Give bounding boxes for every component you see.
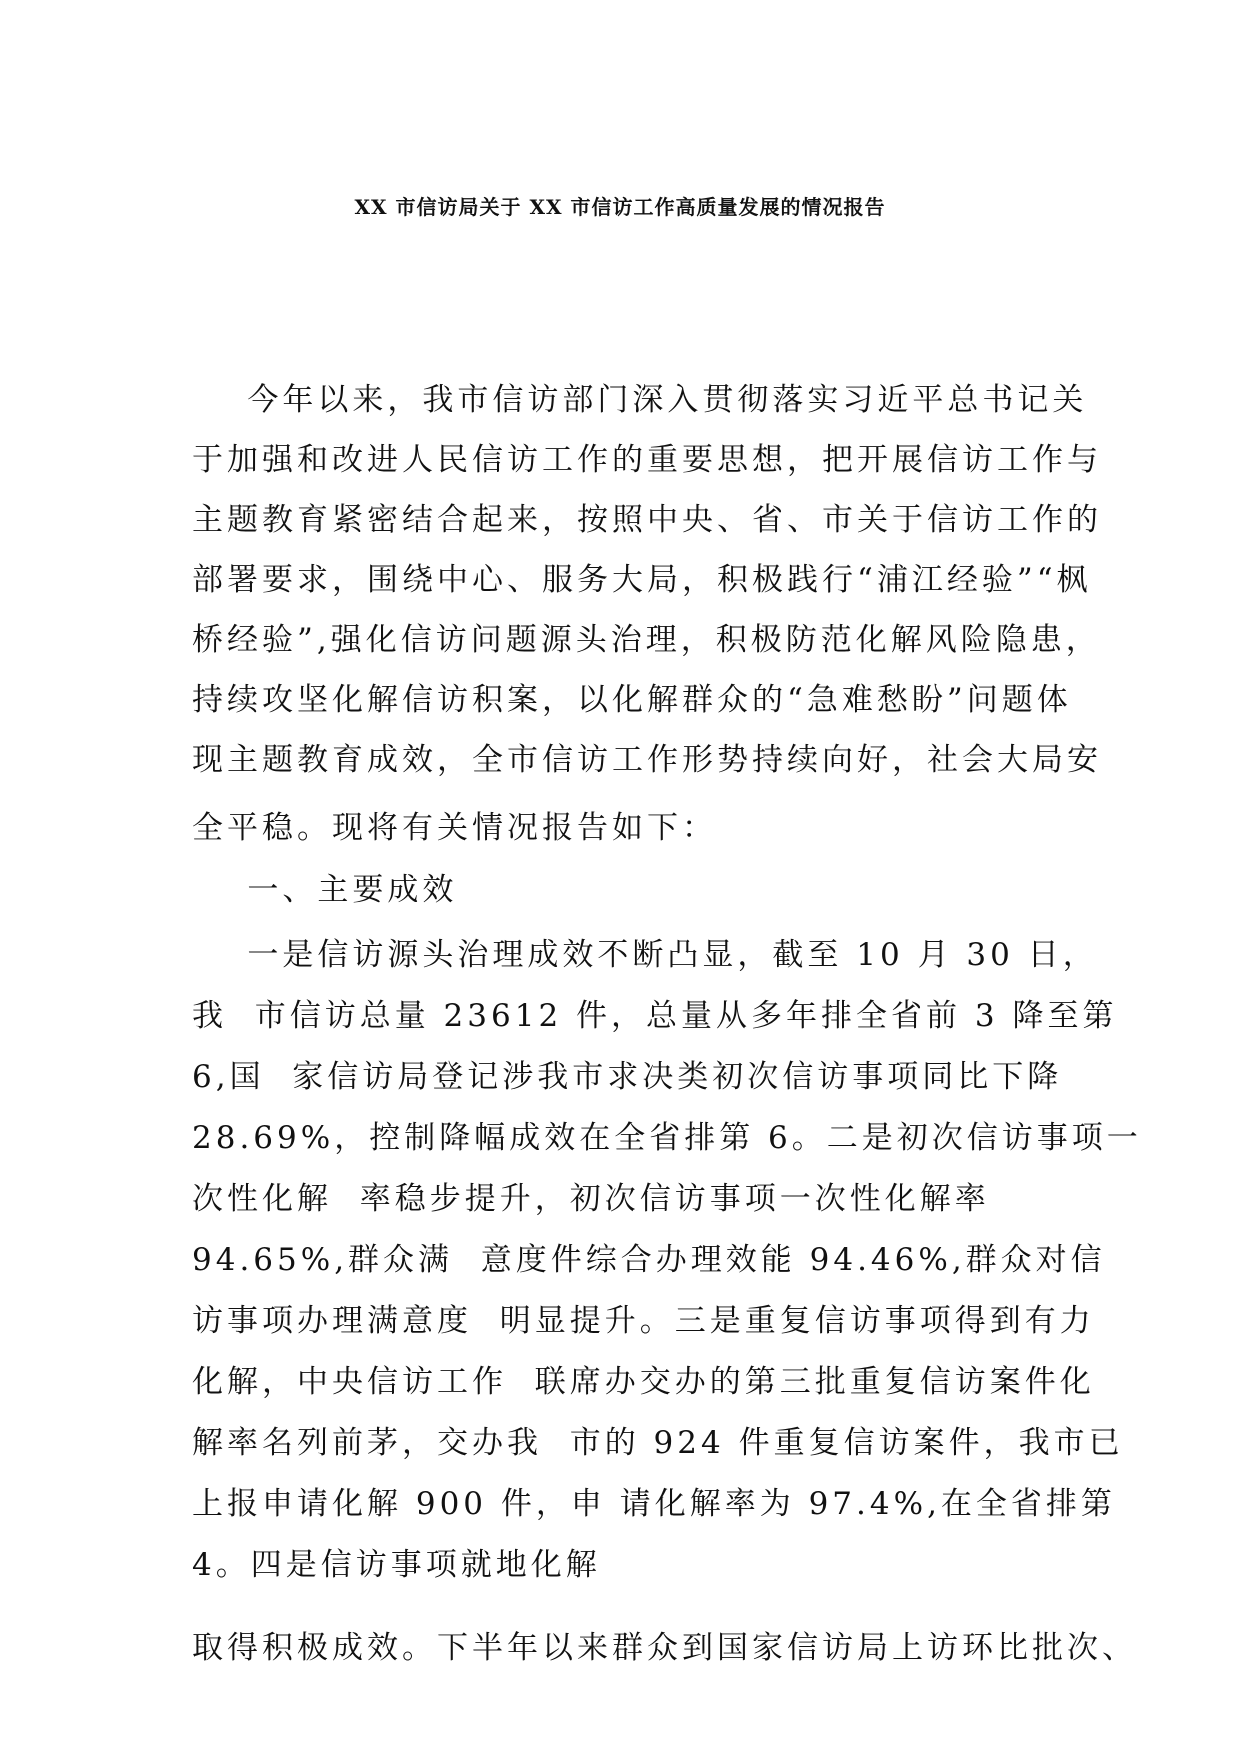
section-heading: 一、主要成效 (192, 872, 458, 908)
body-line: 取得积极成效。下半年以来群众到国家信访局上访环比批次、 (192, 1630, 1137, 1666)
body-line: 4。四是信访事项就地化解 (192, 1547, 601, 1583)
body-line: 部署要求，围绕中心、服务大局，积极践行“浦江经验”“枫 (192, 562, 1092, 598)
document-title: XX 市信访局关于 XX 市信访工作高质量发展的情况报告 (354, 195, 886, 219)
body-line: 桥经验”,强化信访问题源头治理，积极防范化解风险隐患， (192, 622, 1101, 658)
body-line: 化解，中央信访工作 联席办交办的第三批重复信访案件化 (192, 1364, 1095, 1400)
body-line: 我 市信访总量 23612 件，总量从多年排全省前 3 降至第 (192, 998, 1118, 1034)
body-line: 上报申请化解 900 件，申 请化解率为 97.4%,在全省排第 (192, 1486, 1116, 1522)
body-line: 主题教育紧密结合起来，按照中央、省、市关于信访工作的 (192, 502, 1102, 538)
body-line: 6,国 家信访局登记涉我市求决类初次信访事项同比下降 (192, 1059, 1063, 1095)
body-line: 访事项办理满意度 明显提升。三是重复信访事项得到有力 (192, 1303, 1095, 1339)
body-line: 持续攻坚化解信访积案，以化解群众的“急难愁盼”问题体 (192, 682, 1072, 718)
body-line: 94.65%,群众满 意度件综合办理效能 94.46%,群众对信 (192, 1242, 1106, 1278)
body-line: 28.69%，控制降幅成效在全省排第 6。二是初次信访事项一 (192, 1120, 1142, 1156)
body-line: 次性化解 率稳步提升，初次信访事项一次性化解率 (192, 1181, 990, 1217)
body-line: 今年以来，我市信访部门深入贯彻落实习近平总书记关 (192, 382, 1088, 418)
body-line: 现主题教育成效，全市信访工作形势持续向好，社会大局安 (192, 742, 1102, 778)
body-line: 于加强和改进人民信访工作的重要思想，把开展信访工作与 (192, 442, 1102, 478)
body-line: 全平稳。现将有关情况报告如下： (192, 810, 717, 846)
body-line: 解率名列前茅，交办我 市的 924 件重复信访案件，我市已 (192, 1425, 1124, 1461)
body-line: 一是信访源头治理成效不断凸显，截至 10 月 30 日， (192, 937, 1098, 973)
